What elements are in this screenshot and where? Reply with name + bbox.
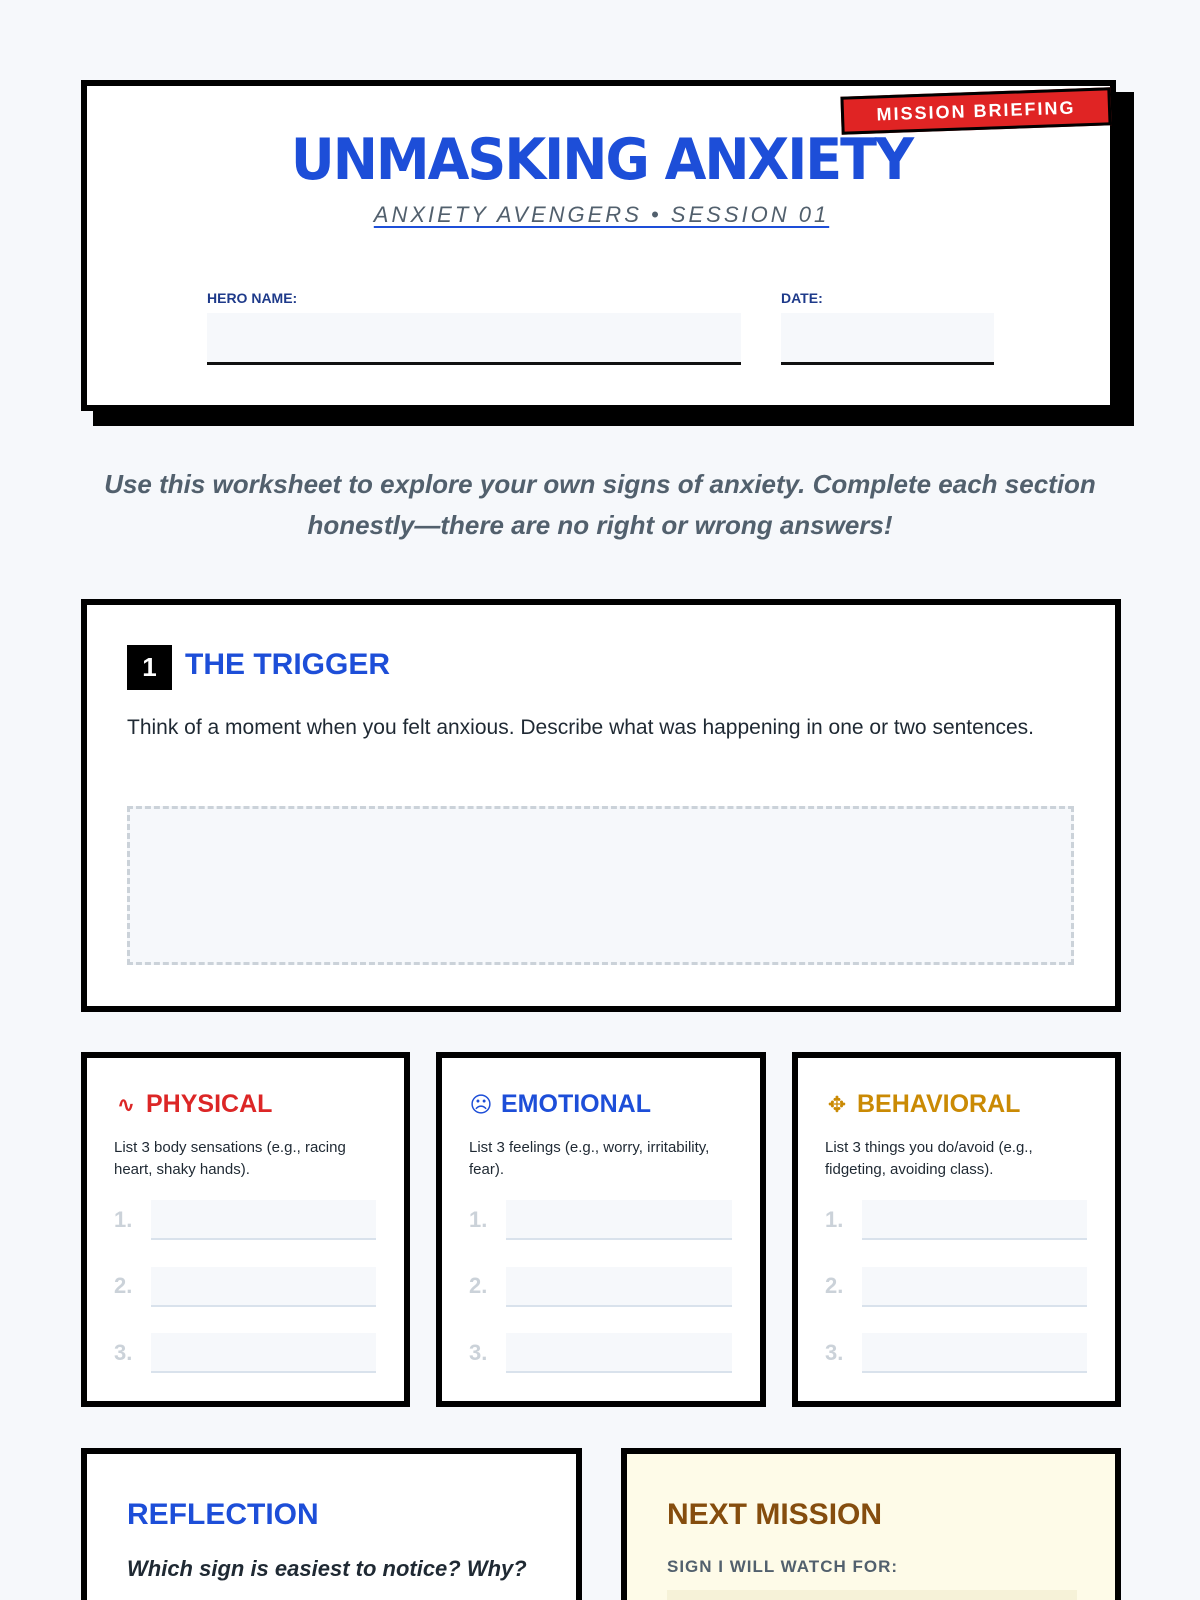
pulse-icon: ∿: [116, 1092, 136, 1117]
behavioral-field-3[interactable]: [862, 1333, 1087, 1373]
emotional-field-1[interactable]: [506, 1200, 732, 1240]
behavioral-title: BEHAVIORAL: [857, 1090, 1021, 1118]
physical-num-2: 2.: [114, 1273, 133, 1298]
move-arrows-icon: ✥: [827, 1092, 847, 1117]
behavioral-desc: List 3 things you do/avoid (e.g., fidgeting, avoiding class).: [825, 1139, 1033, 1178]
next-mission-title: NEXT MISSION: [667, 1498, 883, 1531]
emotional-field-2[interactable]: [506, 1267, 732, 1307]
emotional-title: EMOTIONAL: [501, 1090, 651, 1118]
physical-field-2[interactable]: [151, 1267, 376, 1307]
trigger-title: THE TRIGGER: [185, 648, 391, 681]
next-mission-input[interactable]: [667, 1590, 1077, 1600]
reflection-title: REFLECTION: [127, 1498, 319, 1531]
page-title: UNMASKING ANXIETY: [290, 126, 913, 193]
physical-field-3[interactable]: [151, 1333, 376, 1373]
step-number: 1: [127, 645, 172, 690]
behavioral-num-2: 2.: [825, 1273, 844, 1298]
physical-heading: [112, 1090, 272, 1119]
physical-desc: List 3 body sensations (e.g., racing heart, shaky hands).: [114, 1139, 346, 1178]
reflection-question: Which sign is easiest to notice? Why?: [127, 1556, 527, 1581]
behavioral-num-1: 1.: [825, 1207, 844, 1232]
frown-icon: ☹: [469, 1092, 493, 1117]
behavioral-field-2[interactable]: [862, 1267, 1087, 1307]
physical-title: PHYSICAL: [146, 1090, 273, 1118]
hero-name-input[interactable]: [207, 313, 741, 365]
behavioral-field-1[interactable]: [862, 1200, 1087, 1240]
subtitle-text: ANXIETY AVENGERS • SESSION 01: [373, 202, 830, 227]
mission-briefing-badge: MISSION BRIEFING: [840, 87, 1111, 134]
date-input[interactable]: [781, 313, 994, 365]
trigger-answer-box[interactable]: [127, 806, 1074, 965]
intro-text: Use this worksheet to explore your own signs of anxiety. Complete each section honestly—there are no right or wrong answers!: [104, 469, 1096, 540]
next-mission-label: SIGN I WILL WATCH FOR:: [667, 1557, 899, 1576]
emotional-heading: [467, 1090, 651, 1119]
emotional-desc: List 3 feelings (e.g., worry, irritability, fear).: [469, 1139, 710, 1178]
physical-field-1[interactable]: [151, 1200, 376, 1240]
page-subtitle: [81, 202, 1122, 228]
date-label: DATE:: [781, 290, 823, 306]
physical-num-3: 3.: [114, 1340, 133, 1365]
behavioral-num-3: 3.: [825, 1340, 844, 1365]
emotional-num-2: 2.: [469, 1273, 488, 1298]
physical-num-1: 1.: [114, 1207, 133, 1232]
hero-name-label: HERO NAME:: [207, 290, 298, 306]
behavioral-heading: [823, 1090, 1020, 1119]
emotional-field-3[interactable]: [506, 1333, 732, 1373]
emotional-num-1: 1.: [469, 1207, 488, 1232]
emotional-num-3: 3.: [469, 1340, 488, 1365]
trigger-prompt: Think of a moment when you felt anxious. Describe what was happening in one or two sentences.: [127, 716, 1035, 739]
